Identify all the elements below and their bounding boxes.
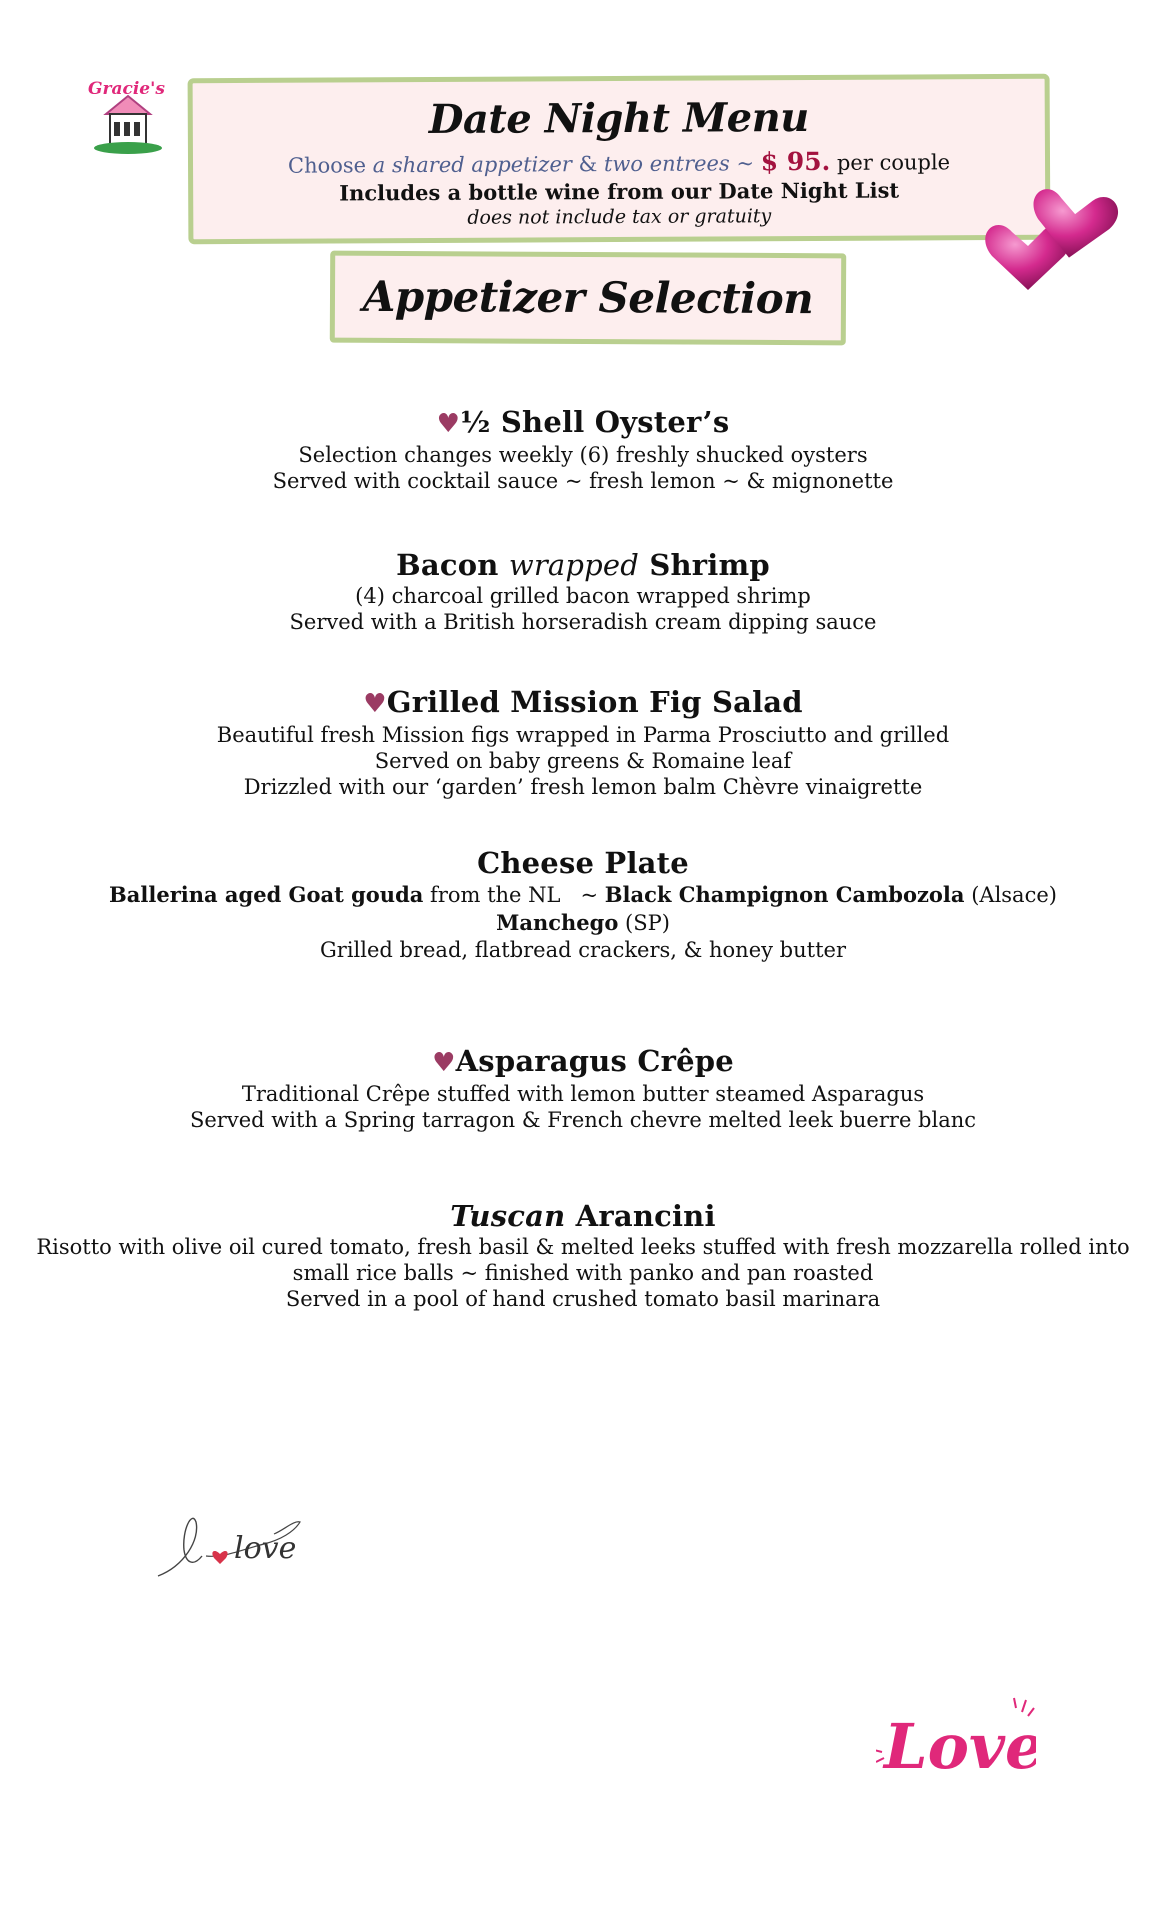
item-title xyxy=(20,1198,1146,1234)
heart-icon: ♥ xyxy=(363,689,387,719)
love-script-icon xyxy=(154,1500,306,1580)
item-desc: (4) charcoal grilled bacon wrapped shrimp xyxy=(355,584,811,608)
item-desc: Traditional Crêpe stuffed with lemon butter steamed Asparagus xyxy=(241,1082,925,1106)
menu-item-asparagus-crepe xyxy=(40,1043,1126,1133)
item-title-text: Bacon xyxy=(396,548,509,582)
item-desc: Served with a British horseradish cream dipping sauce xyxy=(289,610,877,634)
item-title-text: Grilled Mission Fig Salad xyxy=(386,685,803,719)
item-desc: Served in a pool of hand crushed tomato basil marinara xyxy=(285,1287,881,1311)
item-title: Cheese Plate xyxy=(477,846,689,880)
header-box xyxy=(188,74,1051,245)
item-title-text: Arancini xyxy=(565,1199,716,1233)
a-text: a xyxy=(366,153,393,178)
per-couple-text: per couple xyxy=(830,150,951,175)
cheese-name: Manchego xyxy=(496,910,619,935)
two-entrees-text: two entrees xyxy=(603,151,730,177)
header-tax-line: does not include tax or gratuity xyxy=(467,205,772,229)
item-title-italic: Tuscan xyxy=(450,1199,566,1233)
item-desc xyxy=(40,881,1126,909)
menu-item-shrimp xyxy=(40,547,1126,635)
item-title-italic: wrapped xyxy=(508,548,640,582)
item-desc: Served on baby greens & Romaine leaf xyxy=(374,749,792,773)
tilde-text: ~ xyxy=(729,151,761,176)
choose-text: Choose xyxy=(287,153,367,178)
header-offer-line xyxy=(193,146,1045,179)
item-title xyxy=(40,684,1126,722)
house-logo-icon xyxy=(84,74,166,160)
cheese-name: Black Champignon Cambozola xyxy=(604,882,965,907)
item-desc: Grilled bread, flatbread crackers, & honey butter xyxy=(320,938,846,962)
item-desc: Beautiful fresh Mission figs wrapped in Parma Prosciutto and grilled xyxy=(216,723,950,747)
cheese-origin: (Alsace) xyxy=(964,883,1057,907)
cheese-name: Ballerina aged Goat gouda xyxy=(109,882,424,907)
heart-icon: ♥ xyxy=(432,1048,456,1078)
item-desc: Served with cocktail sauce ~ fresh lemon ~ & mignonette xyxy=(272,469,894,493)
item-desc: Served with a Spring tarragon & French chevre melted leek buerre blanc xyxy=(189,1108,977,1132)
item-title xyxy=(40,547,1126,583)
menu-item-fig-salad xyxy=(40,684,1126,800)
section-box xyxy=(330,251,846,346)
love-logo-text: Love xyxy=(884,1710,1036,1783)
item-title xyxy=(40,1043,1126,1081)
item-desc xyxy=(40,909,1126,937)
pink-hearts-icon xyxy=(974,184,1124,314)
cheese-origin: (SP) xyxy=(618,911,670,935)
logo-text: Gracie's xyxy=(88,79,165,99)
item-title-text: Shrimp xyxy=(639,548,770,582)
love-logo-icon xyxy=(876,1696,1036,1786)
cheese-origin: from the NL ~ xyxy=(423,883,605,907)
shared-appetizer-text: shared appetizer xyxy=(391,152,572,178)
heart-icon: ♥ xyxy=(436,409,461,439)
item-title-text: Asparagus Crêpe xyxy=(455,1044,734,1078)
menu-item-arancini xyxy=(20,1198,1146,1312)
item-desc: Risotto with olive oil cured tomato, fresh basil & melted leeks stuffed with fresh mozzarella rolled into xyxy=(36,1235,1130,1259)
item-desc: Drizzled with our ‘garden’ fresh lemon balm Chèvre vinaigrette xyxy=(243,775,923,799)
section-title: Appetizer Selection xyxy=(362,271,814,324)
item-title-text: ½ Shell Oyster’s xyxy=(460,405,730,439)
item-desc: Selection changes weekly (6) freshly shucked oysters xyxy=(298,443,868,467)
header-wine-line: Includes a bottle wine from our Date Night List xyxy=(339,177,900,206)
item-title xyxy=(40,404,1126,442)
header-title: Date Night Menu xyxy=(428,94,809,143)
menu-item-cheese-plate xyxy=(40,845,1126,963)
item-desc: small rice balls ~ finished with panko and pan roasted xyxy=(292,1261,874,1285)
love-script-text: love xyxy=(234,1531,297,1566)
menu-item-oysters xyxy=(40,404,1126,494)
amp-text: & xyxy=(571,152,604,177)
price-text: $ 95. xyxy=(760,146,831,177)
